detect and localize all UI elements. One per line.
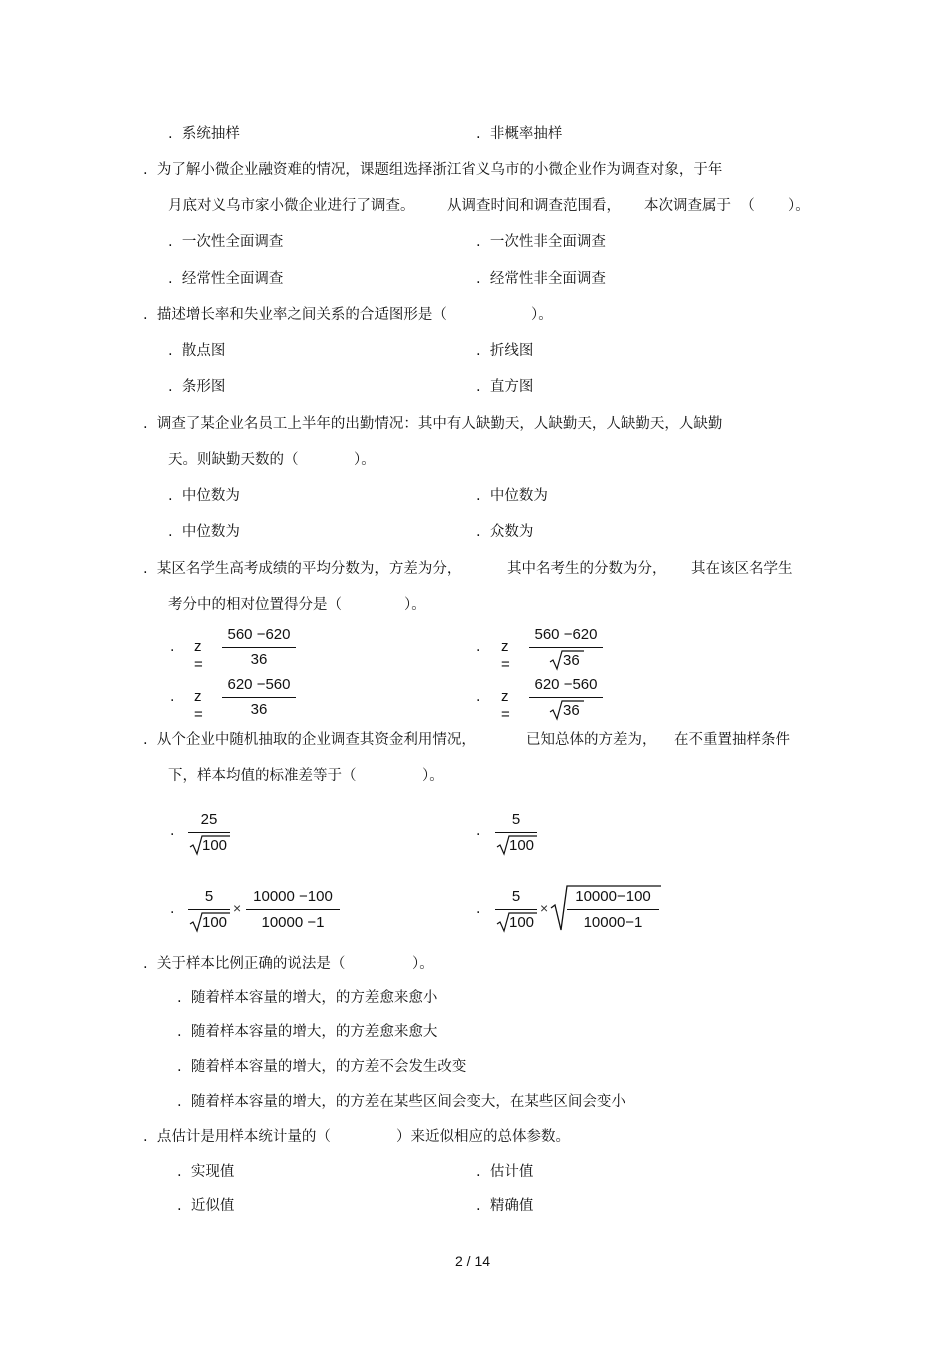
q10-option-d: . 随着样本容量的增大，的方差在某些区间会变大，在某些区间会变小: [177, 1094, 626, 1110]
formula-numerator: 560 −620: [227, 626, 291, 643]
q9-option-c-marker: .: [170, 901, 175, 917]
q9-option-b-marker: .: [476, 823, 481, 839]
fraction-bar-2: [246, 909, 340, 910]
q7-option-c: . 中位数为: [168, 524, 240, 540]
option-d-nonprob-sampling: . 非概率抽样: [476, 126, 563, 142]
q9-option-d-marker: .: [476, 901, 481, 917]
q8-option-b-marker: .: [476, 639, 481, 655]
formula-denominator: 100: [509, 837, 535, 854]
page-number: 2 / 14: [455, 1253, 491, 1269]
q5-option-b: . 一次性非全面调查: [476, 234, 606, 250]
fraction-bar: [529, 697, 603, 698]
q10-stem: . 关于样本比例正确的说法是（: [143, 956, 346, 972]
q11-stem: . 点估计是用样本统计量的（: [143, 1129, 331, 1145]
q11-option-a: . 实现值: [177, 1164, 235, 1180]
formula-lhs: z =: [194, 638, 203, 673]
formula-denominator: 36: [250, 701, 268, 718]
fraction-bar: [495, 832, 537, 833]
q9-stem-line1b: 已知总体的方差为，: [526, 732, 657, 748]
formula-denominator: 36: [250, 651, 268, 668]
q5-stem-line2d: ）。: [788, 198, 810, 214]
q7-stem-line1: . 调查了某企业名员工上半年的出勤情况：其中有人缺勤天，人缺勤天，人缺勤天，人缺勤: [143, 416, 723, 432]
q11-option-d: . 精确值: [476, 1198, 534, 1214]
q8-option-a-marker: .: [170, 639, 175, 655]
q5-stem-line2c: 本次调查属于 （: [644, 198, 755, 214]
q10-option-c: . 随着样本容量的增大，的方差不会发生改变: [177, 1059, 467, 1075]
q7-option-b: . 中位数为: [476, 488, 548, 504]
formula-lhs: z =: [501, 688, 510, 723]
q9-option-a-marker: .: [170, 823, 175, 839]
q8-option-c-marker: .: [170, 689, 175, 705]
formula-lhs: z =: [194, 688, 203, 723]
formula-denominator: 100: [509, 914, 535, 931]
option-c-system-sampling: . 系统抽样: [168, 126, 240, 142]
formula-denominator-2: 10000−1: [583, 914, 643, 931]
q8-option-d-marker: .: [476, 689, 481, 705]
q7-option-a: . 中位数为: [168, 488, 240, 504]
times-sign: ×: [540, 900, 549, 916]
times-sign: ×: [233, 900, 242, 916]
q5-option-c: . 经常性全面调查: [168, 271, 284, 287]
formula-denominator: 100: [202, 914, 228, 931]
q10-option-a: . 随着样本容量的增大，的方差愈来愈小: [177, 990, 438, 1006]
formula-numerator: 560 −620: [534, 626, 598, 643]
formula-denominator: 36: [563, 652, 580, 669]
formula-numerator-2: 10000−100: [575, 888, 651, 905]
q10-option-b: . 随着样本容量的增大，的方差愈来愈大: [177, 1024, 438, 1040]
q6-option-c: . 条形图: [168, 379, 226, 395]
formula-numerator: 620 −560: [534, 676, 598, 693]
q5-stem-line2b: 从调查时间和调查范围看，: [447, 198, 621, 214]
q6-option-a: . 散点图: [168, 343, 226, 359]
formula-numerator-2: 10000 −100: [253, 888, 333, 905]
q8-stem-line1b: 其中名考生的分数为分，: [507, 561, 667, 577]
q9-stem-line1a: . 从个企业中随机抽取的企业调查其资金利用情况，: [143, 732, 476, 748]
fraction-bar: [222, 647, 296, 648]
fraction-bar: [495, 909, 537, 910]
q11-stem-end: ）来近似相应的总体参数。: [396, 1129, 570, 1145]
fraction-bar: [188, 832, 230, 833]
fraction-bar-2: [567, 909, 659, 910]
q7-option-d: . 众数为: [476, 524, 534, 540]
q7-stem-line2: 天。则缺勤天数的（: [168, 452, 299, 468]
q9-stem-line1c: 在不重置抽样条件: [674, 732, 790, 748]
q5-stem-line2a: 月底对义乌市家小微企业进行了调查。: [168, 198, 415, 214]
q8-stem-line2: 考分中的相对位置得分是（: [168, 597, 342, 613]
q5-option-a: . 一次性全面调查: [168, 234, 284, 250]
q6-stem-end: ）。: [531, 307, 553, 323]
q7-stem-line2-end: ）。: [354, 452, 376, 468]
q9-stem-line2-end: ）。: [422, 768, 444, 784]
formula-lhs: z =: [501, 638, 510, 673]
formula-numerator: 5: [511, 888, 521, 905]
fraction-bar: [222, 697, 296, 698]
formula-numerator: 5: [204, 888, 214, 905]
q11-option-c: . 近似值: [177, 1198, 235, 1214]
q6-option-d: . 直方图: [476, 379, 534, 395]
q5-option-d: . 经常性非全面调查: [476, 271, 606, 287]
formula-numerator: 25: [200, 811, 218, 828]
formula-numerator: 620 −560: [227, 676, 291, 693]
q8-stem-line1a: . 某区名学生高考成绩的平均分数为，方差为分，: [143, 561, 462, 577]
q10-stem-end: ）。: [412, 956, 434, 972]
formula-numerator: 5: [511, 811, 521, 828]
fraction-bar: [188, 909, 230, 910]
q8-stem-line2-end: ）。: [404, 597, 426, 613]
fraction-bar: [529, 647, 603, 648]
q8-stem-line1c: 其在该区名学生: [691, 561, 793, 577]
formula-denominator: 36: [563, 702, 580, 719]
q6-option-b: . 折线图: [476, 343, 534, 359]
q9-stem-line2: 下，样本均值的标准差等于（: [168, 768, 357, 784]
q6-stem: . 描述增长率和失业率之间关系的合适图形是（: [143, 307, 447, 323]
formula-denominator: 100: [202, 837, 228, 854]
q5-stem-line1: . 为了解小微企业融资难的情况，课题组选择浙江省义乌市的小微企业作为调查对象，于年: [143, 162, 723, 178]
q11-option-b: . 估计值: [476, 1164, 534, 1180]
formula-denominator-2: 10000 −1: [261, 914, 325, 931]
